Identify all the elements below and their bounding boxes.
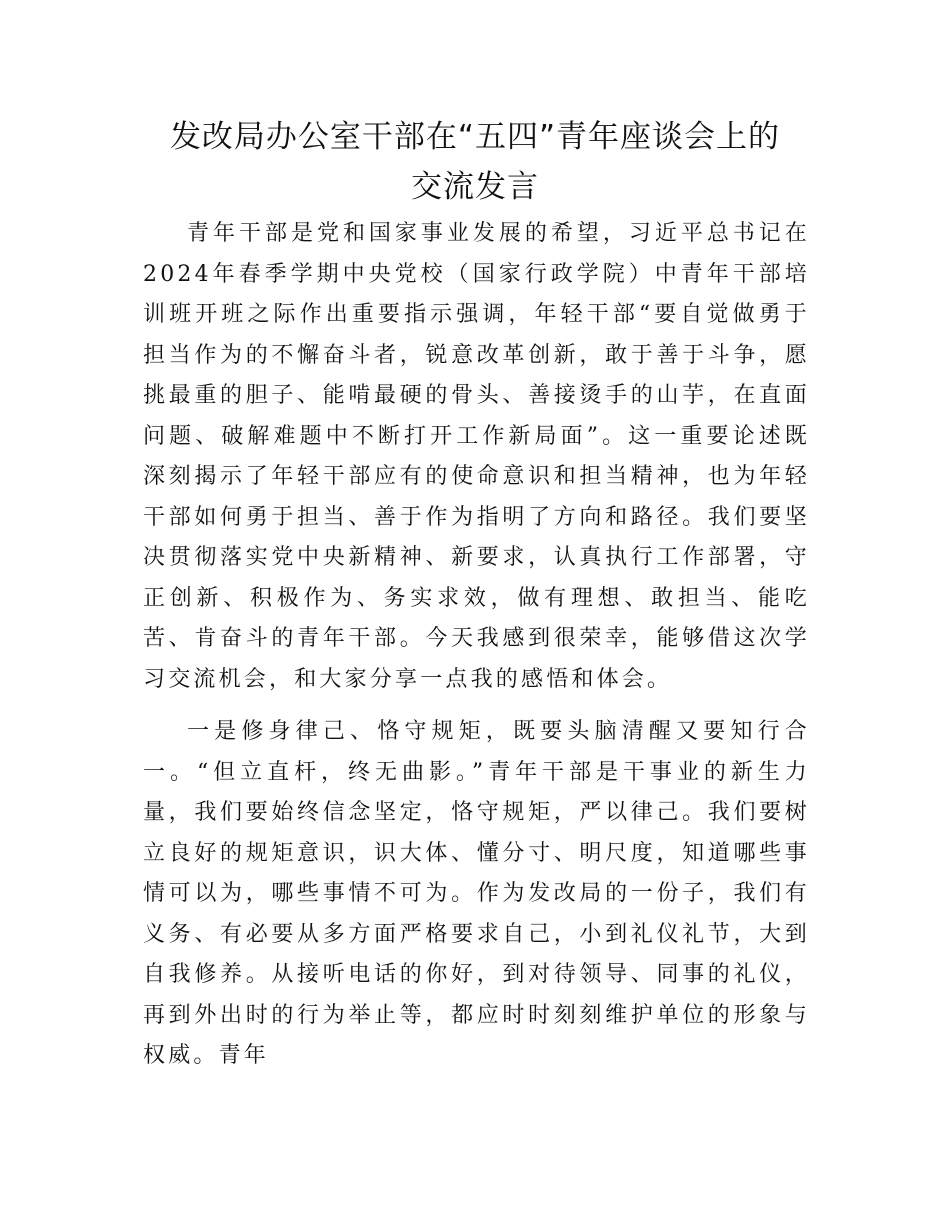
title-line-1: 发改局办公室干部在“五四”青年座谈会上的 [169,119,781,155]
document-body [143,214,810,1077]
paragraph-point-one: 一是修身律己、恪守规矩，既要头脑清醒又要知行合一。“但立直杆，终无曲影。”青年干部是干事业的新生力量，我们要始终信念坚定，恪守规矩，严以律己。我们要树立良好的规矩意识，识大体、懂分寸、明尺度，知道哪些事情可以为，哪些事情不可为。作为发改局的一份子，我们有义务、有必要从多方面严格要求自己，小到礼仪礼节，大到自我修养。从接听电话的你好，到对待领导、同事的礼仪，再到外出时的行为举止等，都应时时刻刻维护单位的形象与权威。青年 [143,719,810,1068]
title-line-2: 交流发言 [411,169,539,205]
paragraph-intro: 青年干部是党和国家事业发展的希望，习近平总书记在2024年春季学期中央党校（国家行政学院）中青年干部培训班开班之际作出重要指示强调，年轻干部“要自觉做勇于担当作为的不懈奋斗者，锐意改革创新，敢于善于斗争，愿挑最重的胆子、能啃最硬的骨头、善接烫手的山芋，在直面问题、破解难题中不断打开工作新局面”。这一重要论述既深刻揭示了年轻干部应有的使命意识和担当精神，也为年轻干部如何勇于担当、善于作为指明了方向和路径。我们要坚决贯彻落实党中央新精神、新要求，认真执行工作部署，守正创新、积极作为、务实求效，做有理想、敢担当、能吃苦、肯奋斗的青年干部。今天我感到很荣幸，能够借这次学习交流机会，和大家分享一点我的感悟和体会。 [143,221,810,692]
document-title [100,112,850,212]
